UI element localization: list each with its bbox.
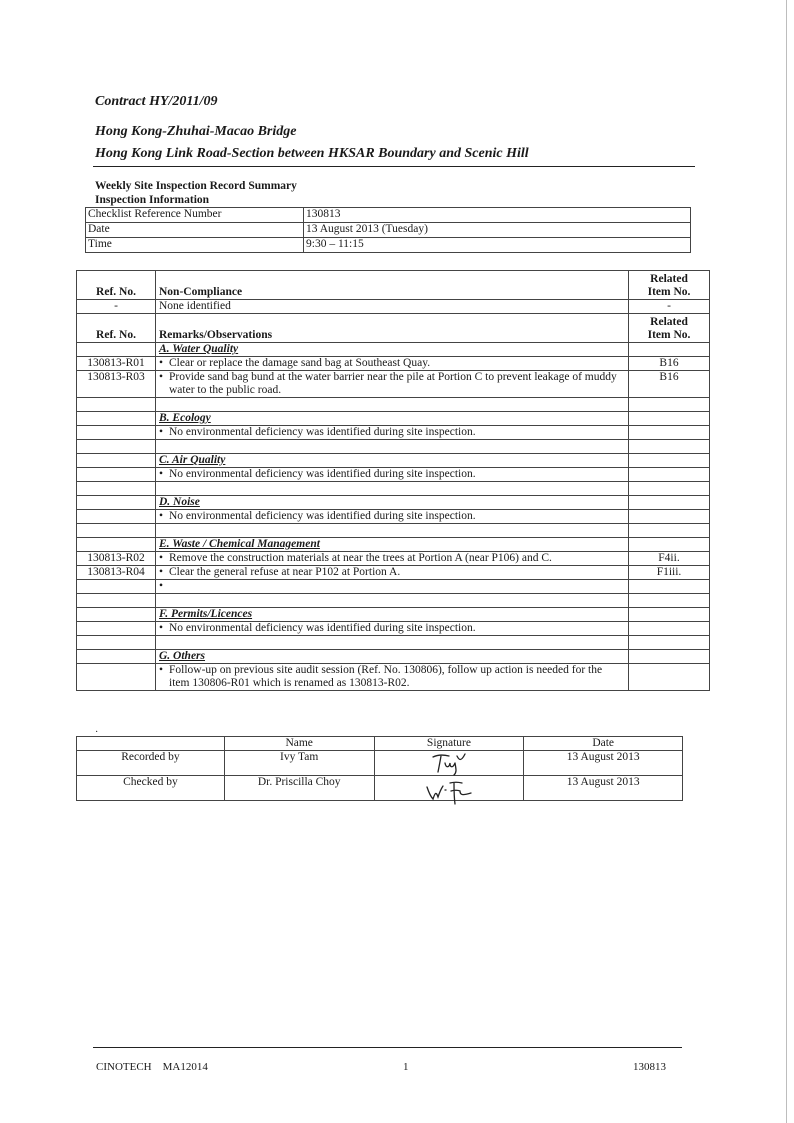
description — [156, 650, 629, 664]
related-item-no — [629, 482, 710, 496]
signoff-role: Checked by — [77, 776, 225, 801]
category-title: B. Ecology — [159, 412, 211, 424]
related-item-no — [629, 454, 710, 468]
header-related-item — [629, 271, 710, 300]
spacer-row — [77, 524, 710, 538]
description — [156, 300, 629, 314]
observation-item — [159, 664, 621, 689]
related-item-no — [629, 622, 710, 636]
description — [156, 482, 629, 496]
observation-item — [159, 580, 621, 592]
info-row — [86, 208, 691, 223]
description — [156, 608, 629, 622]
category-title: E. Waste / Chemical Management — [159, 538, 320, 550]
observation-item — [159, 426, 621, 438]
observation-row — [77, 371, 710, 398]
ref-no — [77, 538, 156, 552]
related-item-no — [629, 594, 710, 608]
page-number: 1 — [403, 1061, 409, 1073]
ref-no: - — [77, 300, 156, 314]
description — [156, 357, 629, 371]
signature-cell — [374, 751, 524, 776]
signoff-header-date: Date — [524, 737, 683, 751]
related-item-no: B16 — [629, 371, 710, 398]
spacer-row — [77, 482, 710, 496]
observation-row — [77, 552, 710, 566]
ref-no — [77, 496, 156, 510]
observation-row — [77, 510, 710, 524]
info-value: 130813 — [304, 208, 691, 223]
description — [156, 538, 629, 552]
related-item-no — [629, 412, 710, 426]
description — [156, 622, 629, 636]
spacer-row — [77, 398, 710, 412]
related-item-no — [629, 664, 710, 691]
spacer-row — [77, 594, 710, 608]
ref-no — [77, 398, 156, 412]
header-related-item — [629, 314, 710, 343]
header-ref-no: Ref. No. — [77, 271, 156, 300]
description — [156, 664, 629, 691]
ref-no — [77, 412, 156, 426]
info-value: 9:30 – 11:15 — [304, 238, 691, 253]
inspection-info-title: Inspection Information — [95, 194, 210, 206]
table-header-row — [77, 314, 710, 343]
header-description: Remarks/Observations — [156, 314, 629, 343]
ref-no — [77, 664, 156, 691]
info-value: 13 August 2013 (Tuesday) — [304, 223, 691, 238]
signoff-header-blank — [77, 737, 225, 751]
category-row — [77, 412, 710, 426]
ref-no — [77, 608, 156, 622]
related-item-no: F1iii. — [629, 566, 710, 580]
stray-mark: · — [95, 727, 99, 738]
observation-row — [77, 426, 710, 440]
observation-row — [77, 622, 710, 636]
header-related-line1: Related — [650, 273, 688, 285]
header-related-line1: Related — [650, 316, 688, 328]
header-related-line2: Item No. — [647, 286, 691, 298]
ref-no — [77, 622, 156, 636]
signoff-name: Ivy Tam — [224, 751, 374, 776]
category-row — [77, 608, 710, 622]
related-item-no: - — [629, 300, 710, 314]
project-title-line2: Hong Kong Link Road-Section between HKSAR Boundary and Scenic Hill — [95, 146, 529, 161]
observation-text: No environmental deficiency was identified during site inspection. — [169, 622, 476, 634]
description — [156, 566, 629, 580]
observation-item — [159, 371, 621, 396]
ref-no — [77, 468, 156, 482]
observation-item — [159, 510, 621, 522]
category-title: G. Others — [159, 650, 206, 662]
handwritten-signature-icon — [424, 777, 474, 805]
signoff-row — [77, 751, 683, 776]
ref-no: 130813-R04 — [77, 566, 156, 580]
observation-text: Clear the general refuse at near P102 at Portion A. — [169, 566, 401, 578]
signoff-date: 13 August 2013 — [524, 776, 683, 801]
category-row — [77, 343, 710, 357]
signoff-header-signature: Signature — [374, 737, 524, 751]
inspection-findings-table — [76, 270, 710, 691]
observation-text: Provide sand bag bund at the water barrier near the pile at Portion C to prevent leakage of muddy water to the public road. — [169, 371, 617, 396]
observation-row — [77, 357, 710, 371]
ref-no — [77, 454, 156, 468]
related-item-no — [629, 510, 710, 524]
header-ref-no: Ref. No. — [77, 314, 156, 343]
category-row — [77, 496, 710, 510]
description — [156, 496, 629, 510]
observation-row — [77, 468, 710, 482]
summary-title: Weekly Site Inspection Record Summary — [95, 180, 297, 192]
ref-no — [77, 426, 156, 440]
observation-text: Remove the construction materials at near the trees at Portion A (near P106) and C. — [169, 552, 552, 564]
header-divider — [93, 166, 695, 167]
category-title: F. Permits/Licences — [159, 608, 253, 620]
description — [156, 440, 629, 454]
info-label: Time — [86, 238, 304, 253]
table-header-row — [77, 271, 710, 300]
observation-row — [77, 566, 710, 580]
header-description: Non-Compliance — [156, 271, 629, 300]
ref-no — [77, 524, 156, 538]
info-label: Checklist Reference Number — [86, 208, 304, 223]
related-item-no — [629, 538, 710, 552]
related-item-no — [629, 636, 710, 650]
category-row — [77, 650, 710, 664]
ref-no: 130813-R03 — [77, 371, 156, 398]
ref-no — [77, 440, 156, 454]
observation-item — [159, 622, 621, 634]
related-item-no — [629, 496, 710, 510]
signoff-name: Dr. Priscilla Choy — [224, 776, 374, 801]
observation-item — [159, 552, 621, 564]
description — [156, 524, 629, 538]
project-title-line1: Hong Kong-Zhuhai-Macao Bridge — [95, 124, 297, 139]
observation-item — [159, 566, 621, 578]
category-title: D. Noise — [159, 496, 200, 508]
spacer-row — [77, 440, 710, 454]
observation-row — [77, 664, 710, 691]
footer-company-ref: CINOTECH MA12014 — [96, 1061, 208, 1073]
observation-text: No environmental deficiency was identified during site inspection. — [169, 468, 476, 480]
ref-no: 130813-R02 — [77, 552, 156, 566]
related-item-no — [629, 650, 710, 664]
signoff-header-row — [77, 737, 683, 751]
signoff-date: 13 August 2013 — [524, 751, 683, 776]
header-related-line2: Item No. — [647, 329, 691, 341]
category-row — [77, 454, 710, 468]
observation-row — [77, 580, 710, 594]
info-row — [86, 238, 691, 253]
related-item-no: F4ii. — [629, 552, 710, 566]
non-compliance-text: None identified — [159, 300, 231, 312]
ref-no — [77, 594, 156, 608]
info-row — [86, 223, 691, 238]
description — [156, 468, 629, 482]
signoff-table — [76, 736, 683, 801]
description — [156, 580, 629, 594]
signoff-row — [77, 776, 683, 801]
contract-number: Contract HY/2011/09 — [95, 94, 218, 109]
footer-divider — [93, 1047, 682, 1048]
related-item-no — [629, 426, 710, 440]
category-title: C. Air Quality — [159, 454, 226, 466]
description — [156, 510, 629, 524]
description — [156, 371, 629, 398]
spacer-row — [77, 636, 710, 650]
ref-no — [77, 636, 156, 650]
related-item-no — [629, 580, 710, 594]
description — [156, 398, 629, 412]
ref-no — [77, 343, 156, 357]
handwritten-signature-icon — [429, 752, 469, 776]
footer-doc-ref: 130813 — [633, 1061, 666, 1073]
non-compliance-row — [77, 300, 710, 314]
related-item-no — [629, 440, 710, 454]
observation-text: Clear or replace the damage sand bag at Southeast Quay. — [169, 357, 431, 369]
info-label: Date — [86, 223, 304, 238]
observation-text: No environmental deficiency was identified during site inspection. — [169, 426, 476, 438]
inspection-info-table — [85, 207, 691, 253]
related-item-no — [629, 524, 710, 538]
signoff-header-name: Name — [224, 737, 374, 751]
related-item-no: B16 — [629, 357, 710, 371]
ref-no — [77, 650, 156, 664]
category-row — [77, 538, 710, 552]
ref-no — [77, 510, 156, 524]
signoff-role: Recorded by — [77, 751, 225, 776]
description — [156, 594, 629, 608]
category-title: A. Water Quality — [159, 343, 239, 355]
ref-no — [77, 482, 156, 496]
related-item-no — [629, 468, 710, 482]
related-item-no — [629, 398, 710, 412]
observation-text: Follow-up on previous site audit session (Ref. No. 130806), follow up action is needed for the item 130806-R01 which is renamed as 130813-R02. — [169, 664, 603, 689]
related-item-no — [629, 343, 710, 357]
ref-no — [77, 580, 156, 594]
ref-no: 130813-R01 — [77, 357, 156, 371]
description — [156, 636, 629, 650]
description — [156, 426, 629, 440]
scan-edge-line — [786, 0, 787, 1123]
observation-text: No environmental deficiency was identified during site inspection. — [169, 510, 476, 522]
observation-item — [159, 357, 621, 369]
description — [156, 454, 629, 468]
description — [156, 552, 629, 566]
observation-item — [159, 468, 621, 480]
signature-cell — [374, 776, 524, 801]
description — [156, 412, 629, 426]
description — [156, 343, 629, 357]
related-item-no — [629, 608, 710, 622]
